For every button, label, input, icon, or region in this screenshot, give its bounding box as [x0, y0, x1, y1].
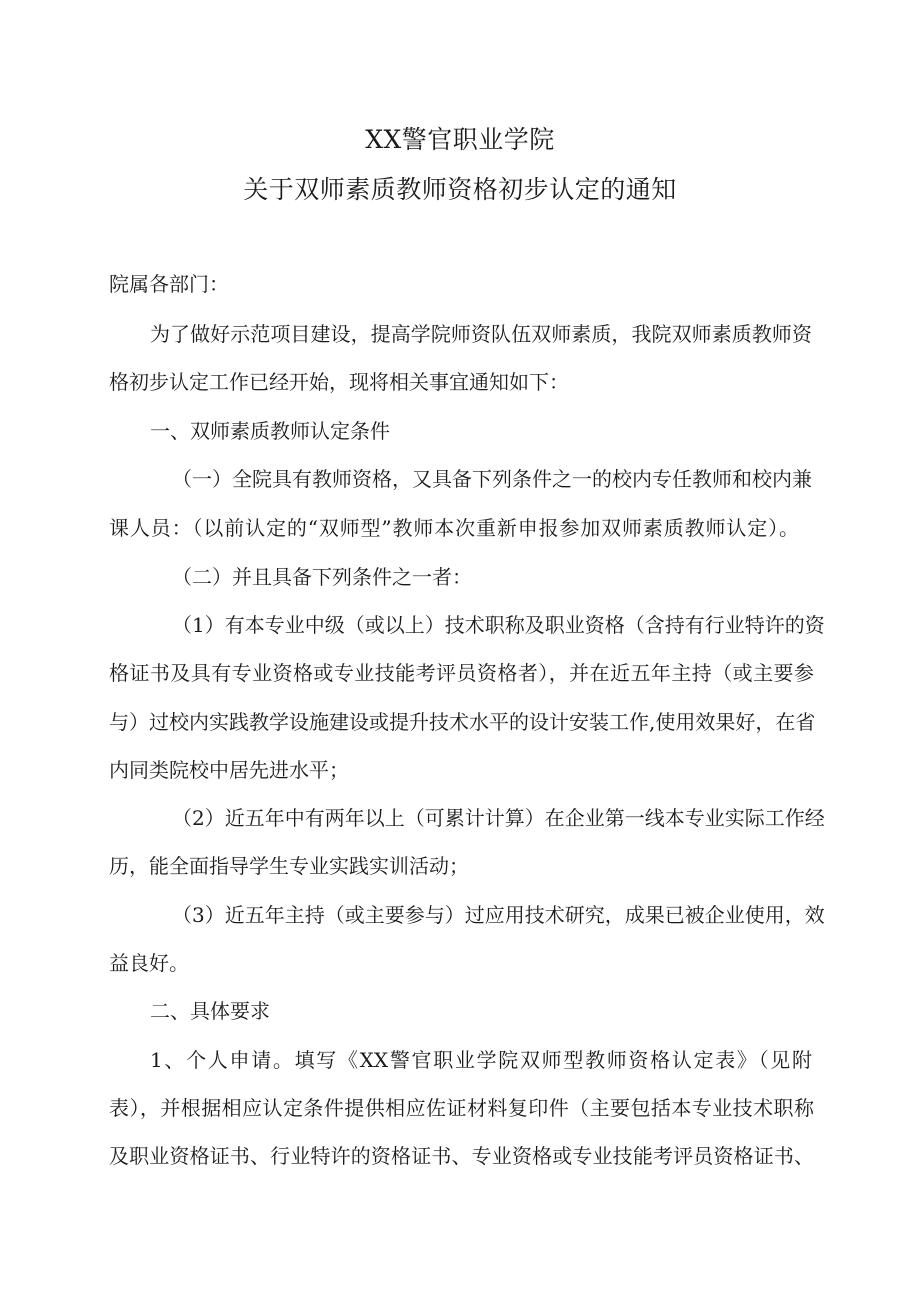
salutation: 院属各部门： [109, 272, 229, 296]
item-3-line-1: （3）近五年主持（或主要参与）过应用技术研究，成果已被企业使用，效 [172, 903, 825, 927]
item-1-line-2: 格证书及具有专业资格或专业技能考评员资格者），并在近五年主持（或主要参 [109, 661, 814, 685]
requirement-1-line-1: 1、个人申请。填写《XX警官职业学院双师型教师资格认定表》（见附 [150, 1048, 812, 1072]
item-2-line-1: （2）近五年中有两年以上（可累计计算）在企业第一线本专业实际工作经 [172, 806, 825, 830]
item-1-line-4: 内同类院校中居先进水平； [109, 758, 349, 782]
condition-2: （二）并且具备下列条件之一者： [172, 565, 472, 589]
item-2-line-2: 历，能全面指导学生专业实践实训活动； [109, 854, 469, 878]
item-1-line-1: （1）有本专业中级（或以上）技术职称及职业资格（含持有行业特许的资 [172, 613, 825, 637]
doc-title-subject: 关于双师素质教师资格初步认定的通知 [243, 175, 677, 204]
section-1-heading: 一、双师素质教师认定条件 [150, 419, 390, 443]
condition-1-line-2: 课人员：（以前认定的“双师型”教师本次重新申报参加双师素质教师认定）。 [109, 516, 799, 540]
requirement-1-line-2: 表），并根据相应认定条件提供相应佐证材料复印件（主要包括本专业技术职称 [109, 1096, 814, 1120]
item-3-line-2: 益良好。 [109, 951, 189, 975]
section-2-heading: 二、具体要求 [150, 999, 270, 1023]
doc-title-institution: XX警官职业学院 [365, 125, 555, 154]
intro-line-1: 为了做好示范项目建设，提高学院师资队伍双师素质，我院双师素质教师资 [150, 322, 812, 346]
condition-1-line-1: （一）全院具有教师资格，又具备下列条件之一的校内专任教师和校内兼 [172, 467, 812, 491]
intro-line-2: 格初步认定工作已经开始，现将相关事宜通知如下： [109, 370, 569, 394]
requirement-1-line-3: 及职业资格证书、行业特许的资格证书、专业资格或专业技能考评员资格证书、 [109, 1144, 814, 1168]
item-1-line-3: 与）过校内实践教学设施建设或提升技术水平的设计安装工作,使用效果好，在省 [109, 710, 816, 734]
